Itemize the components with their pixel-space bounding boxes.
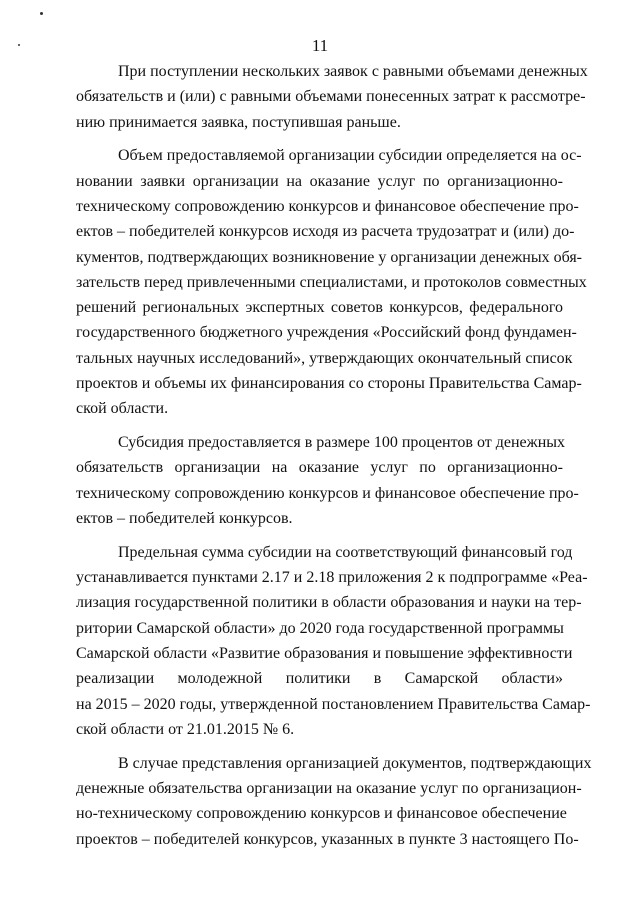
page-number: 11 <box>311 36 329 55</box>
document-body <box>76 59 592 852</box>
text-line: устанавливается пунктами 2.17 и 2.18 приложения 2 к подпрограмме «Реа- <box>76 569 588 587</box>
text-line: Субсидия предоставляется в размере 100 процентов от денежных <box>118 434 566 452</box>
text-line: ектов – победителей конкурсов. <box>76 510 293 528</box>
text-line: тальных научных исследований», утверждающих окончательный список <box>76 349 573 367</box>
text-line: обязательств организации на оказание услуг по организационно- <box>76 459 563 477</box>
text-line: реализации молодежной политики в Самарской области» <box>76 670 563 688</box>
text-line: кументов, подтверждающих возникновение у организации денежных обя- <box>76 248 583 266</box>
text-line: лизация государственной политики в области образования и науки на тер- <box>76 594 582 612</box>
text-line: В случае представления организацией документов, подтверждающих <box>118 754 592 772</box>
text-line: денежные обязательства организации на оказание услуг по организацион- <box>76 780 582 798</box>
text-line: решений региональных экспертных советов конкурсов, федерального <box>76 299 563 317</box>
text-line: ской области. <box>76 400 169 418</box>
text-line: Предельная сумма субсидии на соответствующий финансовый год <box>118 543 573 561</box>
text-line: но-техническому сопровождению конкурсов и финансовое обеспечение <box>76 805 567 823</box>
text-line: При поступлении нескольких заявок с равными объемами денежных <box>118 63 588 80</box>
text-line: Самарской области «Развитие образования и повышение эффективности <box>76 645 573 663</box>
text-line: техническому сопровождению конкурсов и финансовое обеспечение про- <box>76 197 579 215</box>
text-line: на 2015 – 2020 годы, утвержденной постановлением Правительства Самар- <box>76 695 591 713</box>
text-line: Объем предоставляемой организации субсидии определяется на ос- <box>118 147 582 165</box>
text-line: техническому сопровождению конкурсов и финансовое обеспечение про- <box>76 484 579 502</box>
text-line: зательств перед привлеченными специалистами, и протоколов совместных <box>76 273 587 291</box>
text-line: проектов и объемы их финансирования со стороны Правительства Самар- <box>76 375 582 393</box>
text-line: новании заявки организации на оказание услуг по организационно- <box>76 172 563 190</box>
text-line: нию принимается заявка, поступившая раньше. <box>76 113 401 131</box>
text-line: ектов – победителей конкурсов исходя из расчета трудозатрат и (или) до- <box>76 223 575 241</box>
text-line: проектов – победителей конкурсов, указанных в пункте 3 настоящего По- <box>76 830 579 848</box>
text-line: ской области от 21.01.2015 № 6. <box>76 720 295 738</box>
text-line: обязательств и (или) с равными объемами понесенных затрат к рассмотре- <box>76 88 586 106</box>
text-line: ритории Самарской области» до 2020 года государственной программы <box>76 619 564 637</box>
scan-speck <box>40 12 43 15</box>
text-line: государственного бюджетного учреждения «Российский фонд фундамен- <box>76 324 577 342</box>
